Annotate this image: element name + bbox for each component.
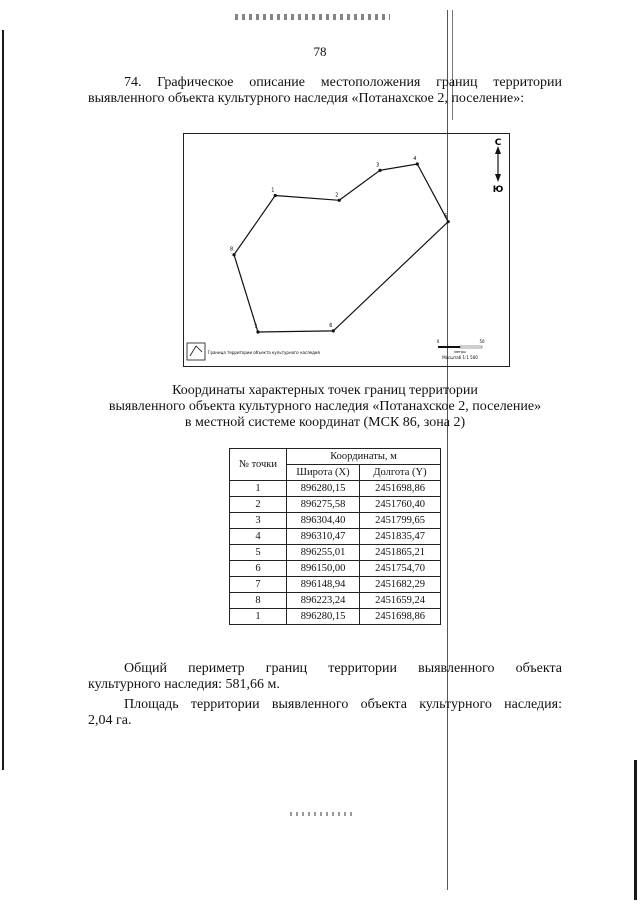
latitude-cell: 896150,00 bbox=[287, 561, 360, 577]
scale-bar bbox=[437, 339, 485, 360]
area-paragraph bbox=[88, 697, 562, 729]
latitude-cell: 896304,40 bbox=[287, 513, 360, 529]
perimeter-line-1: Общий периметр границ территории выявленного объекта bbox=[124, 661, 562, 676]
boundary-point-marker bbox=[256, 330, 259, 333]
caption-line-3: в местной системе координат (МСК 86, зона 2) bbox=[184, 415, 466, 430]
section-heading bbox=[88, 75, 562, 107]
longitude-cell: 2451682,29 bbox=[360, 577, 441, 593]
scale-start: 0 bbox=[436, 339, 440, 344]
table-row bbox=[230, 497, 441, 513]
boundary-point-marker bbox=[274, 194, 277, 197]
heading-line-1: 74. Графическое описание местоположения границ территории bbox=[124, 75, 562, 90]
territory-boundary-polygon bbox=[234, 164, 448, 332]
scan-artifact-top-smudge bbox=[235, 14, 390, 20]
table-row bbox=[230, 529, 441, 545]
table-row bbox=[230, 577, 441, 593]
longitude-cell: 2451698,86 bbox=[360, 609, 441, 625]
point-number-cell: 7 bbox=[230, 577, 287, 593]
boundary-map-svg bbox=[184, 134, 509, 366]
longitude-cell: 2451760,40 bbox=[360, 497, 441, 513]
scale-caption: Масштаб 1:1 500 bbox=[442, 355, 478, 360]
table-caption bbox=[70, 383, 580, 431]
boundary-point-label: 6 bbox=[329, 322, 333, 329]
latitude-cell: 896280,15 bbox=[287, 609, 360, 625]
longitude-cell: 2451754,70 bbox=[360, 561, 441, 577]
north-arrow-icon bbox=[493, 138, 504, 195]
table-row bbox=[230, 561, 441, 577]
latitude-cell: 896275,58 bbox=[287, 497, 360, 513]
latitude-cell: 896310,47 bbox=[287, 529, 360, 545]
boundary-point-marker bbox=[338, 199, 341, 202]
legend-boundary-icon bbox=[190, 346, 202, 356]
point-number-cell: 1 bbox=[230, 609, 287, 625]
boundary-point-marker bbox=[416, 162, 419, 165]
scan-artifact-left-edge bbox=[2, 30, 4, 770]
coordinates-table bbox=[229, 448, 441, 625]
perimeter-line-2: культурного наследия: 581,66 м. bbox=[88, 677, 280, 692]
header-coordinates: Координаты, м bbox=[287, 449, 441, 465]
boundary-point-marker bbox=[332, 329, 335, 332]
boundary-point-marker bbox=[447, 220, 450, 223]
table-row bbox=[230, 513, 441, 529]
point-number-cell: 6 bbox=[230, 561, 287, 577]
point-number-cell: 8 bbox=[230, 593, 287, 609]
heading-line-2: выявленного объекта культурного наследия «Потанахское 2, поселение»: bbox=[88, 91, 525, 106]
perimeter-paragraph bbox=[88, 661, 562, 693]
legend-text: Граница территории объекта культурного наследия bbox=[208, 350, 320, 355]
boundary-point-label: 1 bbox=[271, 187, 275, 194]
point-number-cell: 2 bbox=[230, 497, 287, 513]
scan-artifact-right-edge bbox=[634, 760, 637, 900]
caption-line-1: Координаты характерных точек границ территории bbox=[172, 383, 478, 398]
header-longitude: Долгота (Y) bbox=[360, 465, 441, 481]
longitude-cell: 2451659,24 bbox=[360, 593, 441, 609]
header-point-number: № точки bbox=[230, 449, 287, 481]
latitude-cell: 896148,94 bbox=[287, 577, 360, 593]
point-number-cell: 3 bbox=[230, 513, 287, 529]
boundary-point-label: 2 bbox=[335, 192, 339, 199]
point-number-cell: 4 bbox=[230, 529, 287, 545]
area-line-2: 2,04 га. bbox=[88, 713, 132, 728]
point-number-cell: 5 bbox=[230, 545, 287, 561]
south-label: Ю bbox=[492, 185, 504, 195]
longitude-cell: 2451799,65 bbox=[360, 513, 441, 529]
longitude-cell: 2451835,47 bbox=[360, 529, 441, 545]
boundary-point-label: 5 bbox=[444, 213, 448, 220]
header-latitude: Широта (X) bbox=[287, 465, 360, 481]
area-line-1: Площадь территории выявленного объекта культурного наследия: bbox=[124, 697, 562, 712]
boundary-point-label: 3 bbox=[376, 162, 380, 169]
boundary-point-label: 7 bbox=[253, 324, 258, 330]
table-row bbox=[230, 593, 441, 609]
boundary-point-label: 8 bbox=[230, 246, 234, 253]
table-row bbox=[230, 545, 441, 561]
boundary-point-marker bbox=[378, 169, 381, 172]
longitude-cell: 2451698,86 bbox=[360, 481, 441, 497]
boundary-point-marker bbox=[232, 253, 235, 256]
longitude-cell: 2451865,21 bbox=[360, 545, 441, 561]
page-number: 78 bbox=[313, 44, 327, 59]
boundary-point-label: 4 bbox=[413, 156, 417, 162]
table-row bbox=[230, 481, 441, 497]
point-number-cell: 1 bbox=[230, 481, 287, 497]
caption-line-2: выявленного объекта культурного наследия «Потанахское 2, поселение» bbox=[108, 399, 542, 414]
north-label: С bbox=[494, 138, 502, 148]
boundary-map bbox=[183, 133, 510, 367]
latitude-cell: 896255,01 bbox=[287, 545, 360, 561]
latitude-cell: 896223,24 bbox=[287, 593, 360, 609]
scan-artifact-bottom-smudge bbox=[290, 812, 352, 816]
table-row bbox=[230, 609, 441, 625]
scale-unit: метры bbox=[454, 350, 466, 354]
latitude-cell: 896280,15 bbox=[287, 481, 360, 497]
map-legend bbox=[187, 343, 320, 360]
scale-end: 50 bbox=[479, 339, 485, 344]
